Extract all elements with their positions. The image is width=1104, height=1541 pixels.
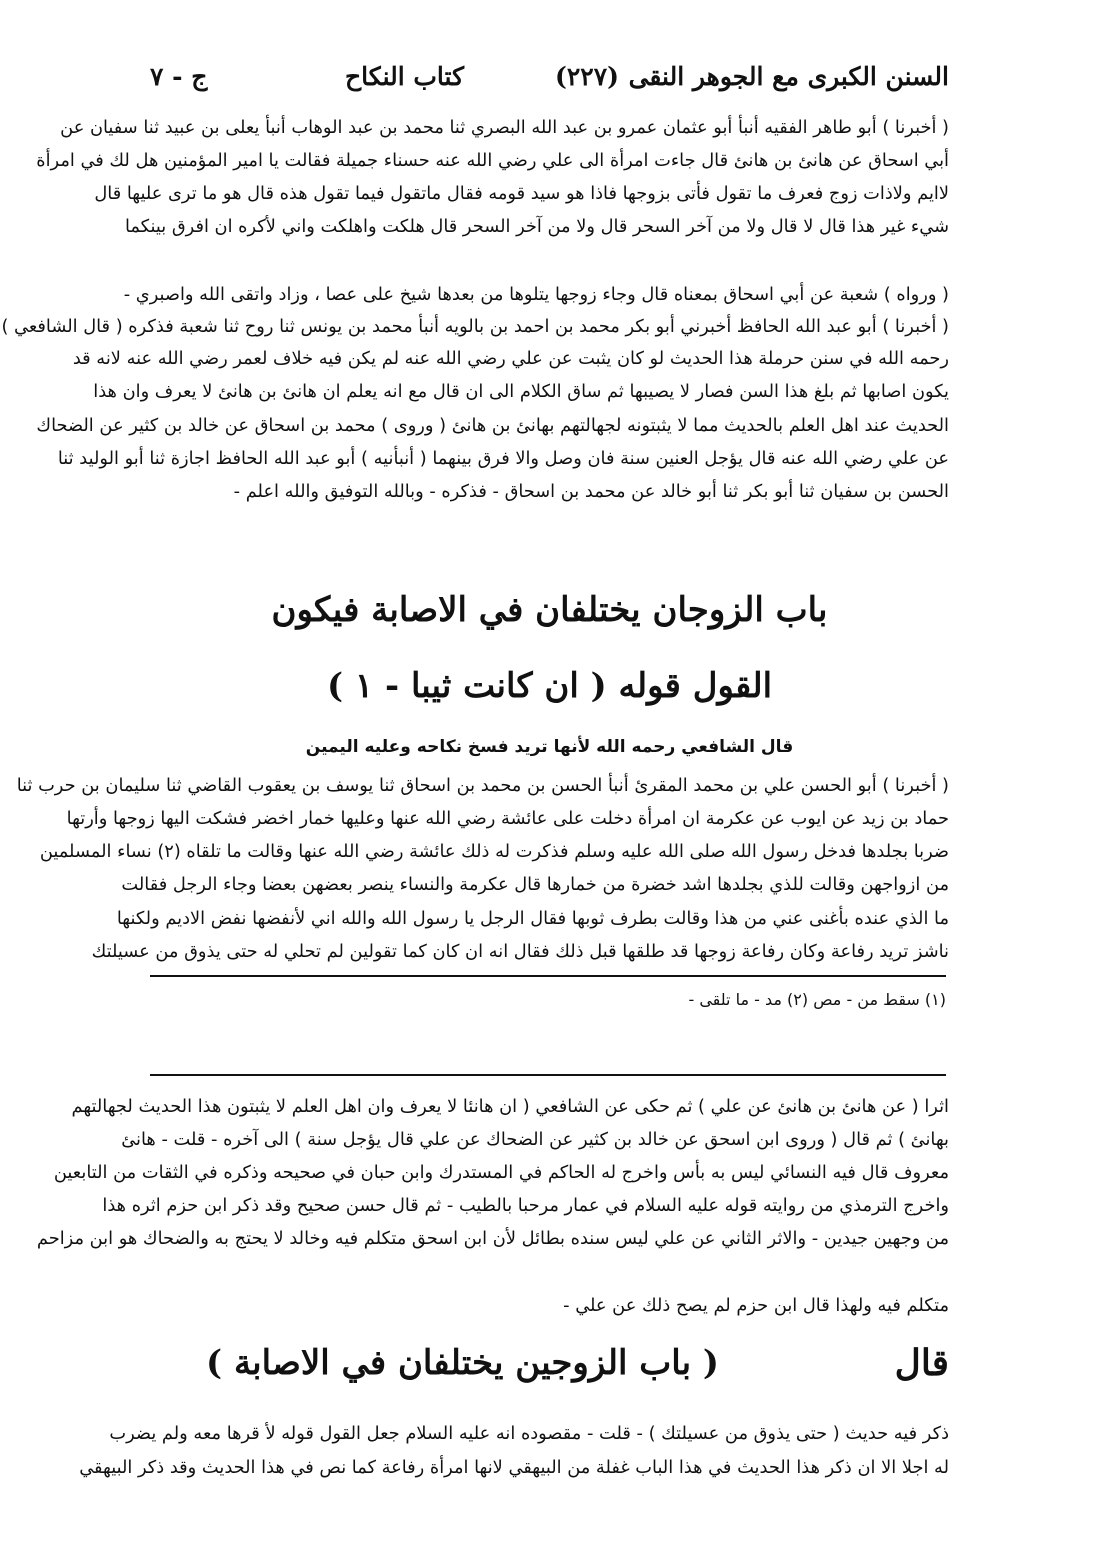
footnote: (١) سقط من - مص (٢) مد - ما تلقى - bbox=[688, 990, 946, 1009]
text-line: حماد بن زيد عن ايوب عن عكرمة ان امرأة دخلت على عائشة رضي الله عنها وعليها خمار اخضر فشكت اليها زوجها وأرتها bbox=[66, 808, 949, 829]
text-line: ما الذي عنده بأغنى عني من هذا وقالت بطرف ثوبها فقال الرجل يا رسول الله والله اني لأنفضها نفض الاديم ولكنها bbox=[116, 908, 949, 929]
commentary-line: بهانئ ) ثم قال ( وروى ابن اسحق عن خالد بن كثير عن الضحاك عن علي قال يؤجل سنة ) الى آخره - قلت - هانئ bbox=[121, 1129, 949, 1150]
volume-label: ج - ٧ bbox=[150, 62, 208, 91]
commentary-divider bbox=[150, 1074, 946, 1076]
qal-word: قال bbox=[894, 1342, 949, 1384]
text-line: الحسن بن سفيان ثنا أبو بكر ثنا أبو خالد عن محمد بن اسحاق - فذكره - وبالله التوفيق والله اعلم - bbox=[233, 481, 949, 502]
text-line: من ازواجهن وقالت للذي بجلدها اشد خضرة من خمارها قال عكرمة والنساء ينصر بعضهن بعضا وجاء الرجل فقالت bbox=[121, 874, 949, 895]
commentary-line: له اجلا الا ان ذكر هذا الحديث في هذا الباب غفلة من البيهقي لانها امرأة رفاعة كما نص في هذا الحديث وقد ذكر البيهقي bbox=[79, 1457, 949, 1478]
chapter-title-line-2: القول قوله ( ان كانت ثيبا - ١ ) bbox=[326, 666, 773, 706]
commentary-title bbox=[150, 1332, 949, 1394]
page-number: (٢٢٧) bbox=[555, 62, 619, 91]
text-line: لاايم ولاذات زوج فعرف ما تقول فأتى بزوجها فاذا هو سيد قومه فقال ماتقول فيما تقول هذه قال هو ما ترى عليها قال bbox=[94, 183, 949, 204]
text-line: ( أخبرنا ) أبو طاهر الفقيه أنبأ أبو عثمان عمرو بن عبد الله البصري ثنا محمد بن عبد الوهاب أنبأ يعلى بن عبيد ثنا سفيان عن bbox=[60, 117, 949, 138]
footnote-divider bbox=[150, 975, 946, 977]
text-line: شيء غير هذا قال لا قال ولا من آخر السحر قال ولا من آخر السحر قال هلكت واهلكت واني لأكره ان افرق بينكما bbox=[124, 216, 949, 237]
text-line: ضربا بجلدها فدخل رسول الله صلى الله عليه وسلم فذكرت له ذلك عائشة رضي الله عنها وقالت ما تلقاه (٢) نساء المسلمين bbox=[39, 841, 949, 862]
text-line: ( ورواه ) شعبة عن أبي اسحاق بمعناه قال وجاء زوجها يتلوها من بعدها شيخ على عصا ، وزاد واتقى الله واصبري - bbox=[123, 284, 949, 305]
commentary-chapter-title: ( باب الزوجين يختلفان في الاصابة ) bbox=[206, 1343, 719, 1383]
commentary-line: متكلم فيه ولهذا قال ابن حزم لم يصح ذلك عن علي - bbox=[563, 1295, 949, 1316]
text-line: يكون اصابها ثم بلغ هذا السن فصار لا يصيبها ثم ساق الكلام الى ان قال مع انه يعلم ان هانئ بن هانئ لا يعرف وان هذا bbox=[93, 381, 949, 402]
running-title: السنن الكبرى مع الجوهر النقى bbox=[628, 62, 949, 91]
commentary-line: اثرا ( عن هانئ بن هانئ عن علي ) ثم حكى عن الشافعي ( ان هانئا لا يعرف وان اهل العلم لا يثبتون هذا الحديث لجهالتهم bbox=[71, 1096, 949, 1117]
page-header bbox=[150, 55, 949, 101]
commentary-line: ذكر فيه حديث ( حتى يذوق من عسيلتك ) - قلت - مقصوده انه عليه السلام جعل القول قوله لأ قرها معه ولم يضرب bbox=[109, 1423, 949, 1444]
commentary-line: من وجهين جيدين - والاثر الثاني عن علي ليس سنده بطائل لأن ابن اسحق متكلم فيه وخالد لا يحتج به والضحاك هو ابن مزاحم bbox=[36, 1228, 949, 1249]
text-line: الحديث عند اهل العلم بالحديث مما لا يثبتونه لجهالتهم بهانئ بن هانئ ( وروى ) محمد بن اسحاق عن خالد بن كثير عن الضحاك bbox=[36, 415, 949, 436]
chapter-title-line-1: باب الزوجان يختلفان في الاصابة فيكون bbox=[271, 590, 828, 630]
text-line: ( أخبرنا ) أبو عبد الله الحافظ أخبرني أبو بكر محمد بن احمد بن بالويه أنبأ محمد بن يونس ثنا روح ثنا شعبة فذكره ( قال الشافعي ) bbox=[1, 316, 949, 337]
text-line: ناشز تريد رفاعة وكان رفاعة زوجها قد طلقها قبل ذلك فقال انه ان كان كما تقولين لم تحلي له حتى يذوق من عسيلتك bbox=[91, 941, 949, 962]
commentary-line: واخرج الترمذي من روايته قوله عليه السلام في عمار مرحبا بالطيب - ثم قال حسن صحيح وقد ذكر ابن حزم اثره هذا bbox=[102, 1195, 949, 1216]
text-line: أبي اسحاق عن هانئ بن هانئ قال جاءت امرأة الى علي رضي الله عنه حسناء جميلة فقالت يا امير المؤمنين هل لك في امرأة bbox=[36, 150, 949, 171]
shafii-note: قال الشافعي رحمه الله لأنها تريد فسخ نكاحه وعليه اليمين bbox=[305, 737, 794, 757]
book-title: كتاب النكاح bbox=[345, 62, 464, 91]
text-line: عن علي رضي الله عنه قال يؤجل العنين سنة فان وصل والا فرق بينهما ( أنبأنيه ) أبو عبد الله الحافظ اجازة ثنا أبو الوليد ثنا bbox=[57, 448, 949, 469]
text-line: رحمه الله في سنن حرملة هذا الحديث لو كان يثبت عن علي رضي الله عنه لم يكن فيه خلاف لعمر رضي الله عنه لانه قد bbox=[72, 348, 949, 369]
text-line: ( أخبرنا ) أبو الحسن علي بن محمد المقرئ أنبأ الحسن بن محمد بن اسحاق ثنا يوسف بن يعقوب القاضي ثنا سليمان بن حرب ثنا bbox=[16, 775, 949, 796]
commentary-line: معروف قال فيه النسائي ليس به بأس واخرج له الحاكم في المستدرك وابن حبان في صحيحه وذكره في الثقات من التابعين bbox=[53, 1162, 949, 1183]
